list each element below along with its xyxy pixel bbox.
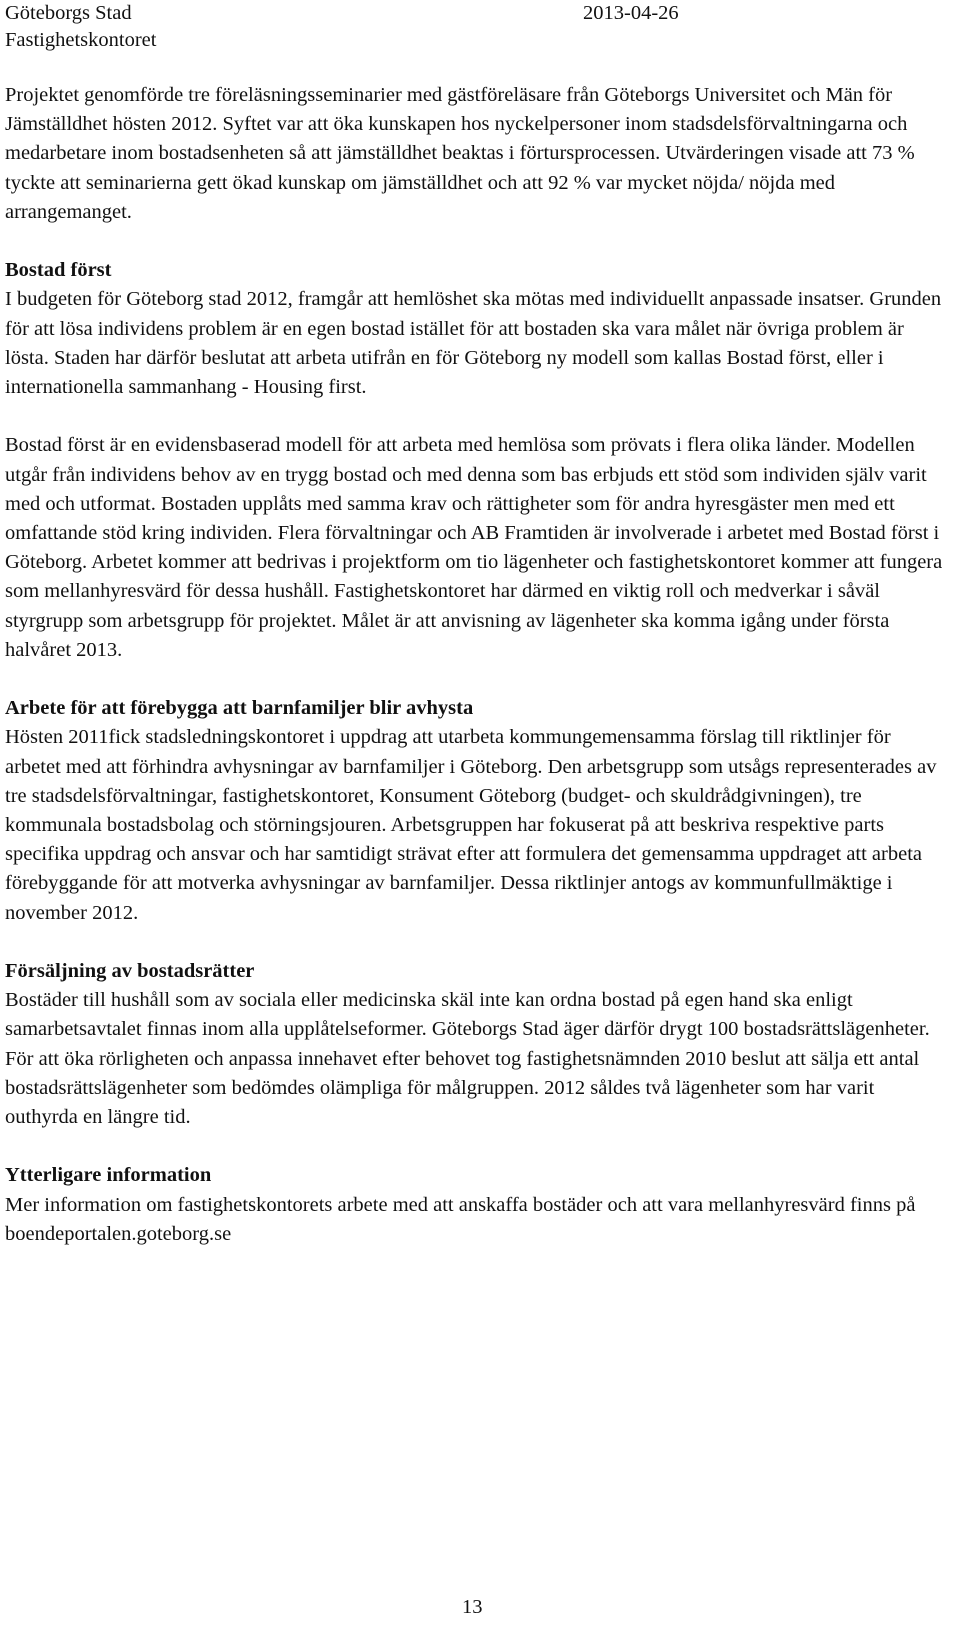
paragraph-more-info: Mer information om fastighetskontorets arbete med att anskaffa bostäder och att vara mellanhyresvärd finns på boendeportalen.goteborg.se [5,1193,916,1245]
spacer [5,1132,950,1161]
paragraph-bostad-forst: I budgeten för Göteborg stad 2012, framgår att hemlöshet ska mötas med individuellt anpassade insatser. Grunden för att lösa individens problem är en egen bostad istället för att bostaden ska vara målet när övriga problem är lösta. Staden har därför beslutat att arbeta utifrån en för Göteborg ny modell som kallas Bostad först, eller i internationella sammanhang - Housing first. [5,288,942,399]
paragraph-seminars: Projektet genomförde tre föreläsningsseminarier med gästföreläsare från Göteborgs Universitet och Män för Jämställdhet hösten 2012. Syftet var att öka kunskapen hos nyckelpersoner inom stadsdelsförvaltningarna och medarbetare inom bostadsenheten så att jämställdhet beaktas i förtursprocessen. Utvärderingen visade att 73 % tyckte att seminarierna gett ökad kunskap om jämställdhet och att 92 % var mycket nöjda/ nöjda med arrangemanget. [5,84,915,223]
organization-name: Göteborgs Stad [5,2,132,24]
page-number: 13 [462,1596,483,1618]
page-header [5,0,945,54]
heading-more-info: Ytterligare information [5,1164,212,1187]
spacer [5,928,950,957]
paragraph-sales: Bostäder till hushåll som av sociala eller medicinska skäl inte kan ordna bostad på egen hand ska enligt samarbetsavtalet finnas inom alla upplåtelseformer. Göteborgs Stad äger därför drygt 100 bostadsrättslägenheter. För att öka rörligheten och anpassa innehavet efter behovet tog fastighetsnämnden 2010 beslut att sälja ett antal bostadsrättslägenheter som bedömdes olämpliga för målgruppen. 2012 såldes två lägenheter som har varit outhyrda en längre tid. [5,989,930,1129]
header-top-row [5,0,945,27]
heading-eviction-prevention: Arbete för att förebygga att barnfamiljer blir avhysta [5,697,474,720]
document-date: 2013-04-26 [583,2,679,24]
paragraph-bostad-forst-model: Bostad först är en evidensbaserad modell för att arbeta med hemlösa som prövats i flera olika länder. Modellen utgår från individens behov av en trygg bostad och med denna som bas erbjuds ett stöd som individen själv varit med och utformat. Bostaden upplåts med samma krav och rättigheter som för andra hyresgäster men med ett omfattande stöd kring individen. Flera förvaltningar och AB Framtiden är involverade i arbetet med Bostad först i Göteborg. Arbetet kommer att bedrivas i projektform om tio lägenheter och fastighetskontoret kommer att fungera som mellanhyresvärd för dessa hushåll. Fastighetskontoret har därmed en viktig roll och medverkar i såväl styrgrupp som arbetsgrupp för projektet. Målet är att anvisning av lägenheter ska komma igång under första halvåret 2013. [5,434,943,661]
heading-sales: Försäljning av bostadsrätter [5,960,255,983]
heading-bostad-forst: Bostad först [5,259,112,282]
spacer [5,665,950,694]
paragraph-eviction-prevention: Hösten 2011fick stadsledningskontoret i uppdrag att utarbeta kommungemensamma förslag till riktlinjer för arbetet med att förhindra avhysningar av barnfamiljer i Göteborg. Den arbetsgrupp som utsågs representerades av tre stadsdelsförvaltningar, fastighetskontoret, Konsument Göteborg (budget- och skuldrådgivningen), tre kommunala bostadsbolag och störningsjouren. Arbetsgruppen har fokuserat på att beskriva respektive parts specifika uppdrag och ansvar och har samtidigt strävat efter att formulera det gemensamma uppdraget att arbeta förebyggande för att motverka avhysningar av barnfamiljer. Dessa riktlinjer antogs av kommunfullmäktige i november 2012. [5,726,937,924]
spacer [5,227,950,256]
document-body [5,81,950,1249]
department-name: Fastighetskontoret [5,29,157,51]
spacer [5,402,950,431]
